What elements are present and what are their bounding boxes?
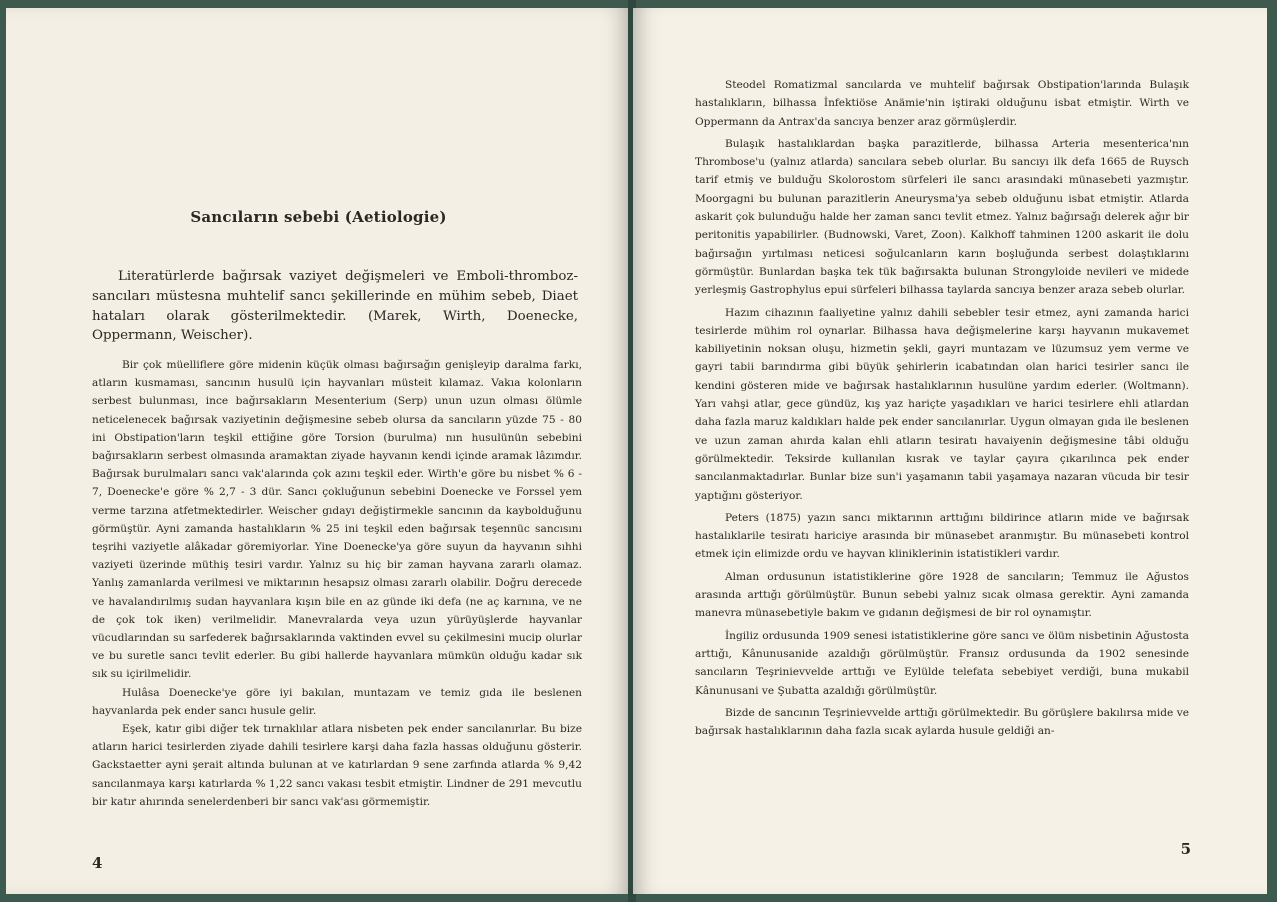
paragraph: İngiliz ordusunda 1909 senesi istatistiklerine göre sancı ve ölüm nisbetinin Ağustosta arttığı, Kânunusanide azaldığı görülmüştür. Fransız ordusunda da 1902 senesinde sancıların Teşrinievvelde arttığı ve Eylülde telefata sebebiyet verdiği, buna mukabil Kânunusani ve Şubatta azaldığı görülmüştür. [695, 629, 1189, 697]
paragraph: Bir çok müelliflere göre midenin küçük olması bağırsağın genişleyip daralma farkı, atların kusmaması, sancının husulü için hayvanları müsteit kılamaz. Vakıa kolonların serbest bulunması, ince bağırsakların Mesenterium (Serp) unun uzun olması ölümle neticelenecek bağırsak vaziyetinin değişmesine sebeb olursa da sancıların yüzde 75 - 80 ini Obstipation'ların teşkil ettiğine göre Torsion (burulma) nın husulünün sebebini bağırsakların serbest olmasında aramaktan ziyade hayvanın kendi içinde aramak lâzımdır. Bağırsak burulmaları sancı vak'alarında çok azını teşkil eder. Wirth'e göre bu nisbet % 6 - 7, Doenecke'e göre % 2,7 - 3 dür. Sancı çokluğunun sebebini Doenecke ve Forssel yem verme tarzına atfetmektedirler. Weischer gıdayı değiştirmekle sancının da kaybolduğunu görmüştür. Ayni zamanda hastalıkların % 25 ini teşkil eden bağırsak teşennüc sancısını teşrihi vaziyetle alâkadar göremiyorlar. Yine Doenecke'ya göre suyun da hayvanın sıhhi vaziyeti üzerinde müthiş tesiri vardır. Yalnız su hiç bir zaman hayvana zararlı olamaz. Yanlış zamanlarda verilmesi ve miktarının hesapsız olması zararlı olabilir. Doğru derecede ve havalandırılmış sudan hayvanlara kışın bile en az günde iki defa (ne aç karnına, ve ne de çok tok iken) verilmelidir. Manevralarda veya uzun yürüyüşlerde hayvanlar vücudlarından su sarfederek bağırsaklarında vaktinden evvel su çekilmesini mucip olurlar ve bu suretle sancı tevlit ederler. Bu gibi hallerde hayvanlara mümkün olduğu kadar sık sık su içirilmelidir. [92, 359, 582, 681]
right-body-text [695, 76, 1189, 744]
cover-edge [0, 0, 1277, 8]
paragraph: Hulâsa Doenecke'ye göre iyi bakılan, muntazam ve temiz gıda ile beslenen hayvanlarda pek ender sancı husule gelir. [92, 686, 582, 717]
paragraph: Alman ordusunun istatistiklerine göre 1928 de sancıların; Temmuz ile Ağustos arasında arttığı görülmüştür. Bunun sebebi yalnız sıcak olmasa gerektir. Ayni zamanda manevra münasebetiyle bakım ve gıdanın değişmesi de bir rol oynamıştır. [695, 570, 1189, 620]
paragraph: Bizde de sancının Teşrinievvelde arttığı görülmektedir. Bu görüşlere bakılırsa mide ve bağırsak hastalıklarının daha fazla sıcak aylarda husule geldiği an- [695, 706, 1189, 738]
lead-text: Literatürlerde bağırsak vaziyet değişmeleri ve Emboli-thromboz-sancıları müstesna muhtelif sancı şekillerinde en mühim sebeb, Diaet hataları olarak gösterilmektedir. (Marek, Wirth, Doenecke, Oppermann, Weischer). [92, 269, 578, 344]
paragraph: Steodel Romatizmal sancılarda ve muhtelif bağırsak Obstipation'larında Bulaşık hastalıkların, bilhassa İnfektiöse Anämie'nin iştiraki olduğunu isbat etmiştir. Wirth ve Oppermann da Antrax'da sancıya benzer araz görmüşlerdir. [695, 79, 1189, 128]
left-page [6, 8, 631, 894]
left-body-text [92, 356, 582, 811]
right-page [633, 8, 1267, 894]
chapter-title: Sancıların sebebi (Aetiologie) [190, 208, 447, 226]
page-number-right: 5 [1180, 840, 1191, 858]
paragraph: Bulaşık hastalıklardan başka parazitlerde, bilhassa Arteria mesenterica'nın Thrombose'u (yalnız atlarda) sancılara sebeb olurlar. Bu sancıyı ilk defa 1665 de Ruysch tarif etmiş ve bulduğu Skolorostom sürfeleri ile sancı arasındaki münasebeti yazmıştır. Moorgagni bu bulunan parazitlerin Aneurysma'ya sebeb olduğunu isbat etmiştir. Atlarda askarit çok bulunduğu halde her zaman sancı tevlit etmez. Yalnız bağırsağı delerek ağır bir peritonitis yapabilirler. (Budnowski, Varet, Zoon). Kalkhoff tahminen 1200 askarit ile dolu bağırsağın yırtılması neticesi soğulcanların karın boşluğunda serbest dolaştıklarını görmüştür. Bunlardan başka tek tük bağırsakta bulunan Strongyloide nevileri ve midede yerleşmiş Gastrophylus epui sürfeleri bilhassa taylarda sancıya benzer araza sebeb olurlar. [695, 137, 1189, 297]
paragraph: Peters (1875) yazın sancı miktarının arttığını bildirince atların mide ve bağırsak hastalıklarile tesiratı hariciye arasında bir münasebet aranmıştır. Bu münasebeti kontrol etmek için elimizde ordu ve hayvan kliniklerinin istatistikleri vardır. [695, 511, 1189, 561]
lead-paragraph [92, 267, 578, 346]
page-number-left: 4 [92, 854, 103, 872]
paragraph: Eşek, katır gibi diğer tek tırnaklılar atlara nisbeten pek ender sancılanırlar. Bu bize atların harici tesirlerden ziyade dahili tesirlere karşi daha fazla hassas olduğunu gösterir. Gackstaetter ayni şerait altında bulunan at ve katırlardan 9 sene zarfında atlarda % 9,42 sancılanmaya karşı katırlarda % 1,22 sancı vakası tesbit etmiştir. Lindner de 291 mevcutlu bir katır ahırında senelerdenberi bir sancı vak'ası görmemiştir. [92, 723, 582, 808]
paragraph: Hazım cihazının faaliyetine yalnız dahili sebebler tesir etmez, ayni zamanda harici tesirlerde mühim rol oynarlar. Bilhassa hava değişmelerine karşı hayvanın mukavemet kabiliyetinin noksan oluşu, hizmetin şekli, gayri muntazam ve lüzumsuz yem verme ve gayri tabii barındırma gibi büyük şehirlerin icabatından olan harici tesirler sancı ile kendini gösteren mide ve bağırsak hastalıklarının husulüne yardım ederler. (Woltmann). Yarı vahşi atlar, gece gündüz, kış yaz hariçte yaşadıkları ve harici tesirlere ehli atlardan daha fazla maruz kaldıkları halde pek ender sancılanırlar. Uygun olmayan gıda ile beslenen ve uzun zaman ahırda kalan ehli atların tesiratı havaiyenin değişmesine tâbi olduğu görülmektedir. Teksirde kullanılan kısrak ve taylar çayıra çıkarılınca pek ender sancılanmaktadırlar. Bunlar bize sun'i yaşamanın tabii yaşamaya nazaran vücuda bir tesir yaptığını gösteriyor. [695, 306, 1189, 502]
